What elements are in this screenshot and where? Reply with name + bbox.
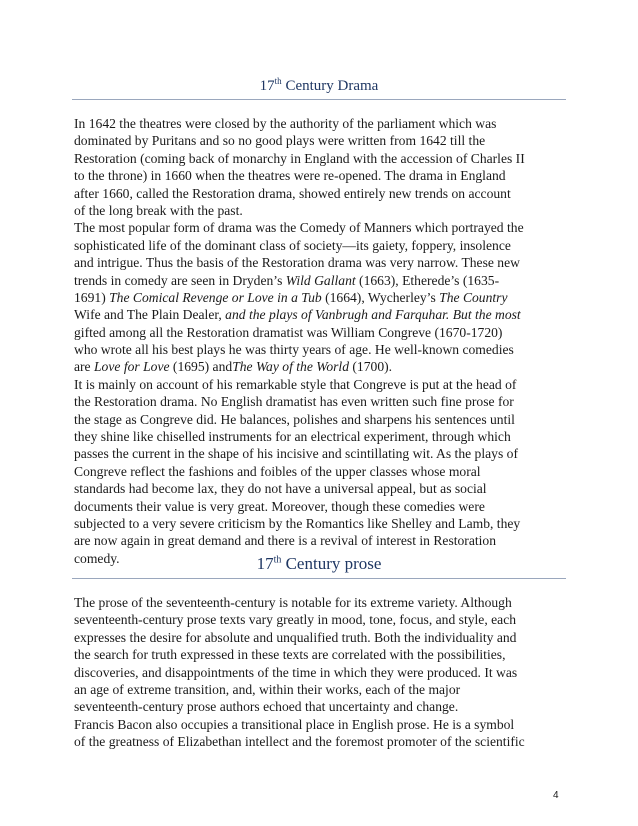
text-segment: the Restoration drama. No English dramatist has even written such fine prose for: [74, 394, 514, 410]
text-line: [74, 445, 568, 462]
text-segment: gifted among all the Restoration dramatist was William Congreve (1670-1720): [74, 324, 503, 340]
text-line: [74, 202, 568, 219]
text-line: [74, 115, 568, 132]
text-segment: Restoration (coming back of monarchy in England with the accession of Charles II: [74, 150, 525, 166]
text-segment: Congreve reflect the fashions and foibles of the upper classes whose moral: [74, 463, 481, 479]
text-line: [74, 733, 568, 750]
text-segment: (1664), Wycherley’s: [321, 289, 440, 305]
section-heading-drama: [0, 78, 638, 95]
text-line: [74, 219, 568, 236]
heading-rule: [72, 578, 566, 579]
text-segment: and intrigue. Thus the basis of the Restoration drama was very narrow. These new: [74, 255, 520, 271]
text-segment: are: [74, 359, 94, 375]
text-line: [74, 306, 568, 323]
text-segment: sophisticated life of the dominant class of society—its gaiety, foppery, insolence: [74, 237, 511, 253]
text-segment: seventeenth-century prose authors echoed that uncertainty and change.: [74, 699, 459, 715]
text-segment: The prose of the seventeenth-century is notable for its extreme variety. Although: [74, 595, 512, 610]
section-heading-prose: [0, 554, 638, 574]
text-segment: (1700).: [349, 359, 393, 375]
heading-rule: [72, 99, 566, 100]
text-segment: of the greatness of Elizabethan intellect and the foremost promoter of the scientific: [74, 734, 525, 750]
drama-paragraphs: [74, 115, 568, 567]
heading-superscript: th: [273, 554, 282, 566]
text-line: [74, 611, 568, 628]
work-title: and the plays of Vanbrugh and Farquhar. But the most: [221, 307, 521, 323]
text-line: [74, 272, 568, 289]
text-segment: who wrote all his best plays he was thirty years of age. He well-known comedies: [74, 342, 514, 358]
text-segment: the stage as Congreve did. He balances, polishes and sharpens his sentences until: [74, 411, 515, 427]
text-line: [74, 324, 568, 341]
text-line: [74, 698, 568, 715]
work-title: The Way of the World: [232, 359, 349, 375]
text-line: [74, 646, 568, 663]
text-segment: the search for truth expressed in these texts are correlated with the possibilities,: [74, 647, 506, 663]
text-line: [74, 167, 568, 184]
text-segment: after 1660, called the Restoration drama, showed entirely new trends on account: [74, 185, 511, 201]
text-segment: of the long break with the past.: [74, 202, 243, 218]
text-segment: trends in comedy are seen in Dryden’s: [74, 272, 286, 288]
text-line: [74, 358, 568, 375]
prose-paragraphs: [74, 594, 568, 751]
text-segment: Francis Bacon also occupies a transitional place in English prose. He is a symbol: [74, 716, 515, 732]
text-line: [74, 289, 568, 306]
text-segment: an age of extreme transition, and, within their works, each of the major: [74, 681, 461, 697]
text-line: [74, 498, 568, 515]
text-segment: they shine like chiselled instruments for an electrical experiment, through which: [74, 429, 511, 445]
text-line: [74, 515, 568, 532]
text-line: [74, 532, 568, 549]
text-segment: expresses the desire for absolute and unqualified truth. Both the individuality and: [74, 629, 517, 645]
heading-number: 17: [259, 78, 275, 94]
heading-number: 17: [256, 554, 274, 573]
text-line: [74, 341, 568, 358]
text-line: [74, 376, 568, 393]
work-title: The Comical Revenge or Love in a Tub: [109, 289, 322, 305]
text-segment: In 1642 the theatres were closed by the authority of the parliament which was: [74, 116, 497, 131]
heading-superscript: th: [274, 76, 282, 86]
text-segment: (1695) and: [169, 359, 233, 375]
heading-text: Century prose: [281, 554, 382, 573]
text-segment: Wife and The Plain Dealer,: [74, 307, 222, 323]
text-line: [74, 428, 568, 445]
text-line: [74, 254, 568, 271]
text-line: [74, 480, 568, 497]
heading-text: Century Drama: [281, 78, 379, 94]
text-segment: are now again in great demand and there is a revival of interest in Restoration: [74, 533, 497, 549]
text-line: [74, 716, 568, 733]
text-line: [74, 594, 568, 611]
text-line: [74, 463, 568, 480]
text-segment: 1691): [74, 289, 110, 305]
text-segment: It is mainly on account of his remarkable style that Congreve is put at the head of: [74, 376, 517, 392]
text-line: [74, 185, 568, 202]
text-segment: to the throne) in 1660 when the theatres were re-opened. The drama in England: [74, 168, 506, 184]
text-line: [74, 629, 568, 646]
text-line: [74, 681, 568, 698]
text-segment: (1663), Etherede’s (1635-: [355, 272, 500, 288]
text-segment: passes the current in the shape of his incisive and scintillating wit. As the plays of: [74, 446, 518, 462]
text-segment: standards had become lax, they do not have a universal appeal, but as social: [74, 481, 487, 497]
work-title: Love for Love: [94, 359, 170, 375]
text-line: [74, 132, 568, 149]
text-line: [74, 393, 568, 410]
work-title: Wild Gallant: [285, 272, 356, 288]
text-segment: seventeenth-century prose texts vary greatly in mood, tone, focus, and style, each: [74, 612, 517, 628]
text-segment: comedy.: [74, 550, 120, 566]
page-number: 4: [553, 790, 559, 801]
text-segment: The most popular form of drama was the Comedy of Manners which portrayed the: [74, 220, 524, 236]
text-segment: dominated by Puritans and so no good plays were written from 1642 till the: [74, 133, 486, 149]
text-line: [74, 237, 568, 254]
text-line: [74, 150, 568, 167]
text-line: [74, 411, 568, 428]
text-segment: documents their value is very great. Moreover, though these comedies were: [74, 498, 485, 514]
work-title: The Country: [439, 289, 508, 305]
text-line: [74, 664, 568, 681]
text-segment: discoveries, and disappointments of the time in which they were produced. It was: [74, 664, 518, 680]
text-segment: subjected to a very severe criticism by the Romantics like Shelley and Lamb, they: [74, 515, 521, 531]
